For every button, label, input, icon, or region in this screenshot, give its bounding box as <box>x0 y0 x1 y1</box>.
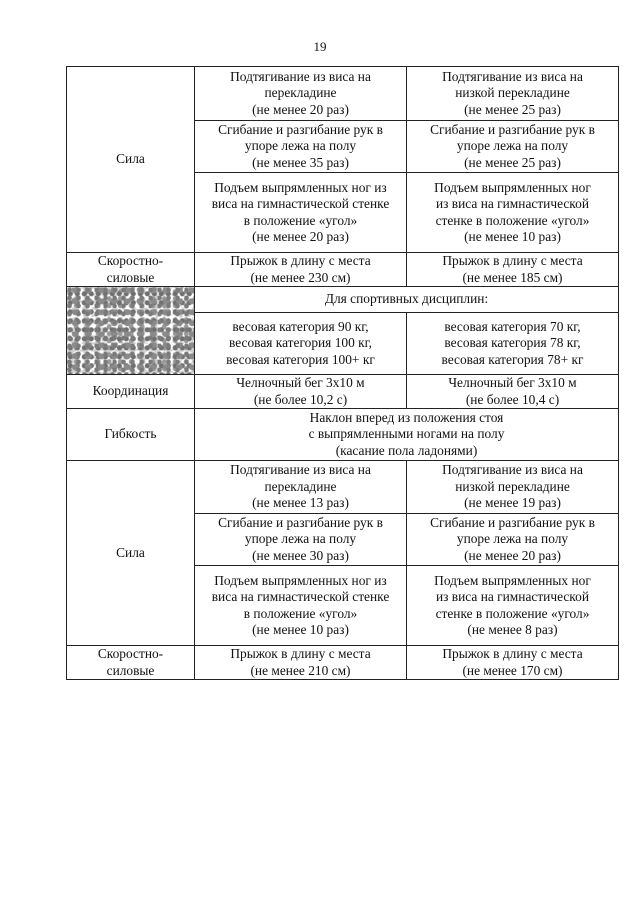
quality-cell-speed-strength <box>67 646 195 680</box>
quality-cell-coordination: Координация <box>67 375 195 409</box>
norm-line: (не менее 25 раз) <box>464 154 561 170</box>
male-norm-cell <box>195 253 407 287</box>
norm-line: (не менее 210 см) <box>250 662 351 678</box>
norm-line: в положение «угол» <box>243 212 358 228</box>
female-norm-cell <box>407 121 619 173</box>
quality-line: силовые <box>106 269 155 285</box>
quality-cell-flexibility: Гибкость <box>67 409 195 461</box>
norm-line: упоре лежа на полу <box>456 138 569 154</box>
norm-line: (не менее 20 раз) <box>252 101 349 117</box>
norm-line: из виса на гимнастической <box>436 589 589 604</box>
norm-line: (не менее 10 раз) <box>464 229 561 244</box>
norm-line: с выпрямленными ногами на полу <box>308 426 505 442</box>
norm-line: Челночный бег 3х10 м <box>236 375 365 390</box>
norm-line: упоре лежа на полу <box>244 138 357 154</box>
male-norm-cell <box>195 375 407 409</box>
norm-line: Сгибание и разгибание рук в <box>430 121 595 137</box>
female-norm-cell <box>407 173 619 253</box>
norm-line: Наклон вперед из положения стоя <box>309 409 504 425</box>
norm-line: Подъем выпрямленных ног из <box>214 179 387 195</box>
norm-line: упоре лежа на полу <box>244 531 357 547</box>
table-row <box>67 646 619 680</box>
norm-line: Подъем выпрямленных ног <box>434 572 591 588</box>
norm-line: Подтягивание из виса на <box>442 68 583 84</box>
norm-line: (не более 10,2 с) <box>253 391 348 407</box>
quality-line: Скоростно- <box>97 253 164 268</box>
female-norm-cell <box>407 646 619 680</box>
male-norm-cell <box>195 566 407 646</box>
norm-line: Сгибание и разгибание рук в <box>430 514 595 530</box>
quality-cell-strength: Сила <box>67 461 195 646</box>
norm-line: весовая категория 90 кг, <box>232 318 369 334</box>
disciplines-header: Для спортивных дисциплин: <box>195 287 619 313</box>
norm-line: (не менее 10 раз) <box>252 622 349 637</box>
norm-line: (не менее 35 раз) <box>252 154 349 170</box>
quality-line: Скоростно- <box>97 646 164 661</box>
norm-line: Прыжок в длину с места <box>230 253 371 268</box>
norm-line: (не менее 30 раз) <box>252 547 349 563</box>
female-norm-cell <box>407 514 619 566</box>
norm-line: (не менее 170 см) <box>462 662 563 678</box>
table-row <box>67 409 619 461</box>
norm-line: упоре лежа на полу <box>456 531 569 547</box>
female-norm-cell <box>407 375 619 409</box>
norm-line: перекладине <box>264 478 337 494</box>
norm-line: весовая категория 70 кг, <box>444 318 581 334</box>
page-number: 19 <box>313 39 327 54</box>
male-norm-cell <box>195 514 407 566</box>
norm-line: (не менее 20 раз) <box>252 229 349 244</box>
male-norm-cell <box>195 121 407 173</box>
norm-line: (не менее 20 раз) <box>464 547 561 563</box>
male-norm-cell <box>195 67 407 121</box>
norm-line: (не менее 185 см) <box>462 269 563 285</box>
norm-line: Прыжок в длину с места <box>442 253 583 268</box>
norm-line: весовая категория 78+ кг <box>441 351 584 367</box>
norm-line: Подтягивание из виса на <box>230 68 371 84</box>
quality-cell-strength: Сила <box>67 67 195 253</box>
norm-line: (не менее 13 раз) <box>252 495 349 511</box>
norm-line: весовая категория 100 кг, <box>229 335 372 351</box>
norm-line: весовая категория 78 кг, <box>444 335 581 351</box>
female-norm-cell <box>407 461 619 514</box>
norm-line: весовая категория 100+ кг <box>226 351 375 367</box>
female-weight-categories <box>407 313 619 375</box>
norm-line: виса на гимнастической стенке <box>211 589 390 604</box>
norm-line: (не менее 25 раз) <box>464 101 561 117</box>
norm-line: перекладине <box>264 85 337 101</box>
female-norm-cell <box>407 566 619 646</box>
flexibility-norm-cell <box>195 409 619 461</box>
table-row <box>67 287 619 313</box>
norm-line: Подтягивание из виса на <box>230 462 371 478</box>
male-weight-categories <box>195 313 407 375</box>
scan-noise-cell <box>67 287 195 375</box>
female-norm-cell <box>407 67 619 121</box>
female-norm-cell <box>407 253 619 287</box>
norm-line: (касание пола ладонями) <box>335 442 478 458</box>
table-row <box>67 67 619 121</box>
norm-line: Подтягивание из виса на <box>442 462 583 478</box>
norm-line: стенке в положение «угол» <box>435 212 590 228</box>
quality-cell-speed-strength <box>67 253 195 287</box>
table-row <box>67 375 619 409</box>
male-norm-cell <box>195 646 407 680</box>
norm-line: (не менее 19 раз) <box>464 495 561 511</box>
norm-line: Подъем выпрямленных ног <box>434 179 591 195</box>
table-row <box>67 461 619 514</box>
norm-line: низкой перекладине <box>455 478 570 494</box>
norm-line: Прыжок в длину с места <box>442 646 583 661</box>
norm-line: (не более 10,4 с) <box>465 391 560 407</box>
norm-line: виса на гимнастической стенке <box>211 196 390 211</box>
male-norm-cell <box>195 173 407 253</box>
norm-line: (не менее 8 раз) <box>467 622 558 637</box>
norm-line: Подъем выпрямленных ног из <box>214 572 387 588</box>
norm-line: Сгибание и разгибание рук в <box>218 121 383 137</box>
norm-line: (не менее 230 см) <box>250 269 351 285</box>
norm-line: в положение «угол» <box>243 605 358 621</box>
norm-line: Челночный бег 3х10 м <box>448 375 577 390</box>
norm-line: из виса на гимнастической <box>436 196 589 211</box>
norm-line: низкой перекладине <box>455 85 570 101</box>
male-norm-cell <box>195 461 407 514</box>
quality-line: силовые <box>106 662 155 678</box>
table-row <box>67 253 619 287</box>
norm-line: стенке в положение «угол» <box>435 605 590 621</box>
norm-line: Прыжок в длину с места <box>230 646 371 661</box>
standards-table <box>66 66 619 680</box>
norm-line: Сгибание и разгибание рук в <box>218 514 383 530</box>
